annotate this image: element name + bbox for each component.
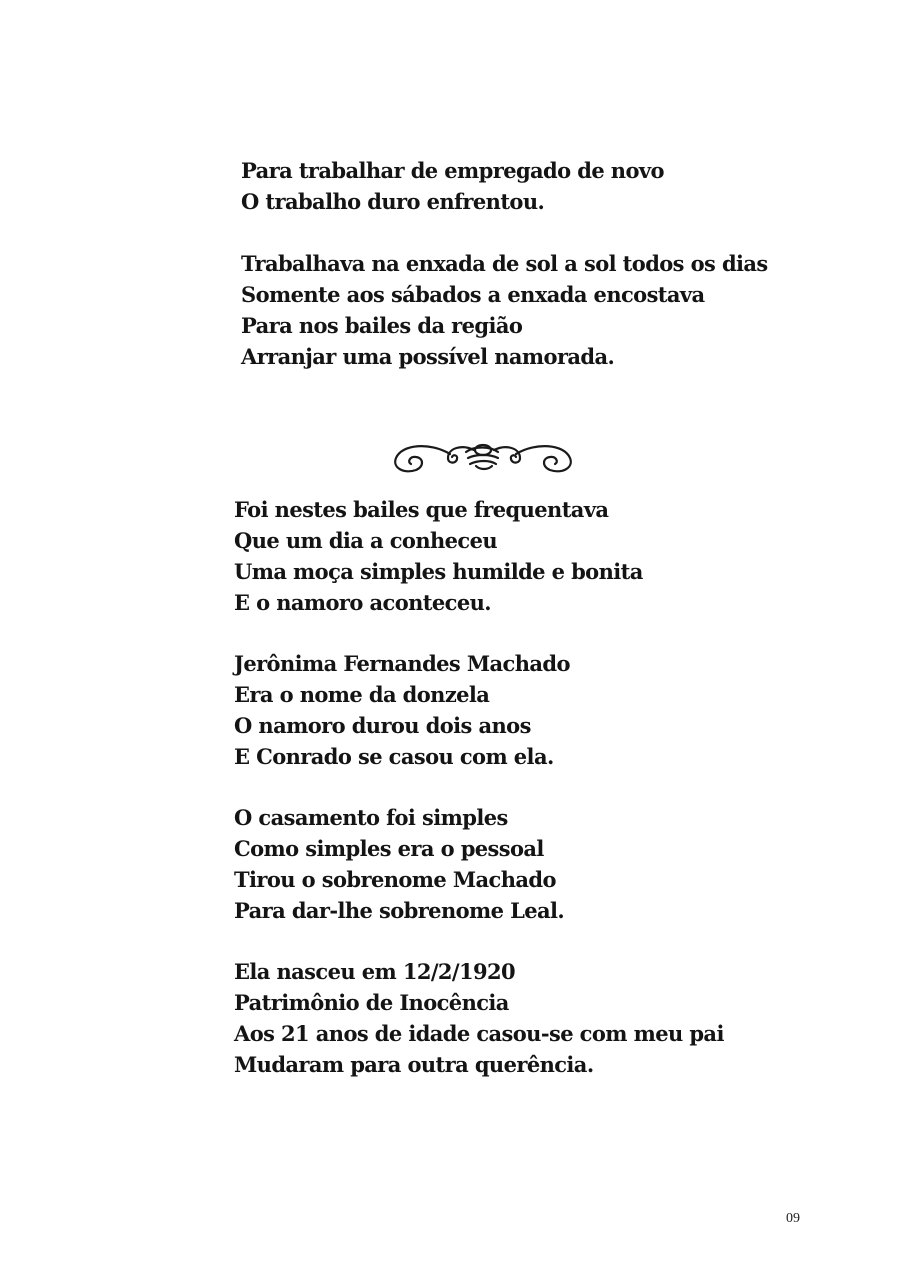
poem-line: Aos 21 anos de idade casou-se com meu pai (234, 1021, 724, 1046)
poem-line: Para dar-lhe sobrenome Leal. (234, 898, 565, 923)
poem-line: Como simples era o pessoal (234, 836, 544, 861)
poem-line: Tirou o sobrenome Machado (234, 867, 556, 892)
poem-line: Patrimônio de Inocência (234, 990, 509, 1015)
page-number: 09 (786, 1211, 800, 1226)
poem-line: Ela nasceu em 12/2/1920 (234, 959, 516, 984)
poem-stanza (234, 956, 724, 1080)
poem-line: Trabalhava na enxada de sol a sol todos os dias (241, 251, 768, 276)
poem-stanza (241, 155, 664, 217)
poem-stanza (241, 248, 768, 372)
poem-line: Mudaram para outra querência. (234, 1052, 594, 1077)
poem-line: Para trabalhar de empregado de novo (241, 158, 664, 183)
poem-line: Arranjar uma possível namorada. (241, 344, 615, 369)
poem-line: Foi nestes bailes que frequentava (234, 497, 609, 522)
poem-line: E o namoro aconteceu. (234, 590, 491, 615)
poem-stanza (234, 802, 564, 926)
flourish-divider-icon (390, 436, 576, 476)
poem-stanza (234, 494, 643, 618)
poem-line: O trabalho duro enfrentou. (241, 189, 545, 214)
poem-line: Somente aos sábados a enxada encostava (241, 282, 705, 307)
poem-line: Uma moça simples humilde e bonita (234, 559, 643, 584)
poem-line: Jerônima Fernandes Machado (234, 651, 570, 676)
poem-line: O casamento foi simples (234, 805, 508, 830)
poem-line: Para nos bailes da região (241, 313, 523, 338)
poem-line: Que um dia a conheceu (234, 528, 498, 553)
poem-line: E Conrado se casou com ela. (234, 744, 554, 769)
poem-stanza (234, 648, 570, 772)
poem-line: O namoro durou dois anos (234, 713, 531, 738)
poem-line: Era o nome da donzela (234, 682, 490, 707)
